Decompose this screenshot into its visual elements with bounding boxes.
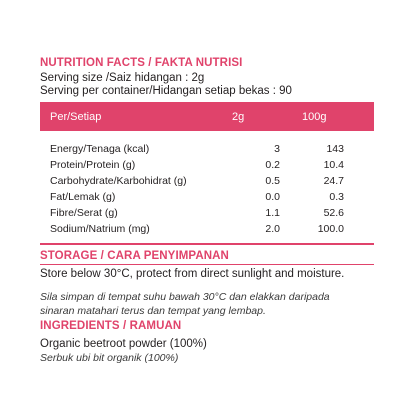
value-2g: 3 [274, 143, 280, 155]
table-row [40, 141, 374, 158]
value-2g: 1.1 [265, 207, 280, 219]
nutrient-name: Energy/Tenaga (kcal) [50, 143, 150, 155]
value-2g: 0.5 [265, 175, 280, 187]
table-row [40, 189, 374, 206]
nutrition-title: NUTRITION FACTS / FAKTA NUTRISI [40, 57, 243, 69]
header-2g: 2g [232, 111, 245, 123]
table-row [40, 221, 374, 238]
nutrient-name: Fat/Lemak (g) [50, 191, 116, 203]
table-row [40, 173, 374, 190]
storage-title: STORAGE / CARA PENYIMPANAN [40, 250, 229, 262]
nutrient-name: Fibre/Serat (g) [50, 207, 118, 219]
value-2g: 0.2 [265, 159, 280, 171]
value-100g: 143 [326, 143, 344, 155]
ingredients-english: Organic beetroot powder (100%) [40, 338, 207, 350]
value-100g: 0.3 [329, 191, 344, 203]
storage-english: Store below 30°C, protect from direct sunlight and moisture. [40, 268, 345, 280]
value-100g: 100.0 [317, 223, 344, 235]
value-100g: 10.4 [323, 159, 344, 171]
nutrition-table-body [40, 131, 374, 245]
value-100g: 52.6 [323, 207, 344, 219]
value-2g: 0.0 [265, 191, 280, 203]
nutrient-name: Carbohydrate/Karbohidrat (g) [50, 175, 187, 187]
nutrient-name: Sodium/Natrium (mg) [50, 223, 150, 235]
nutrient-name: Protein/Protein (g) [50, 159, 136, 171]
value-100g: 24.7 [323, 175, 344, 187]
nutrition-table-header [40, 102, 374, 131]
header-per: Per/Setiap [50, 111, 102, 123]
ingredients-malay: Serbuk ubi bit organik (100%) [40, 352, 179, 364]
nutrition-table [40, 102, 374, 245]
storage-malay-line-2: sinaran matahari terus dan tempat yang lembap. [40, 305, 266, 317]
table-row [40, 157, 374, 174]
servings-per-container: Serving per container/Hidangan setiap bekas : 90 [40, 85, 292, 97]
serving-size: Serving size /Saiz hidangan : 2g [40, 72, 205, 84]
storage-divider [40, 264, 374, 265]
header-100g: 100g [302, 111, 327, 123]
value-2g: 2.0 [265, 223, 280, 235]
table-row [40, 205, 374, 222]
storage-malay-line-1: Sila simpan di tempat suhu bawah 30°C dan elakkan daripada [40, 291, 330, 303]
ingredients-title: INGREDIENTS / RAMUAN [40, 320, 182, 332]
